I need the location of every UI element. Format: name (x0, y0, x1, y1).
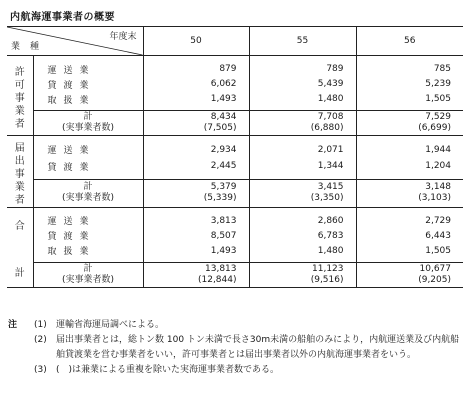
year-header: 50 (143, 27, 249, 56)
value-cell: 879 (143, 62, 249, 77)
row-label: 取扱業 (33, 243, 143, 258)
value-cell: 3,813 (143, 213, 249, 228)
footnote-number: (2) (34, 335, 47, 345)
sum-cell: 7,708 (6,880) (249, 111, 356, 136)
value-cell: 1,344 (249, 158, 356, 175)
footnote-text: 届出事業者とは，総トン数 100 トン未満で長さ30m未満の船舶のみにより，内航運送業及び内航船舶貸渡業を営む事業者をいい，許可事業者とは届出事業者以外の内航海運事業者をいう。 (56, 335, 460, 360)
footnote-text: ( )は兼業による重複を除いた実海運事業者数である。 (56, 365, 280, 375)
footnotes (8, 318, 468, 378)
value-cell: 1,505 (425, 245, 451, 256)
value-cell: 5,439 (249, 77, 356, 92)
footnote-number: (3) (34, 365, 47, 375)
value-cell: 785 (433, 64, 451, 74)
footnote (8, 333, 468, 363)
notes-heading: 注 (8, 320, 18, 330)
value-cell: 1,493 (143, 92, 249, 107)
value-cell: 1,493 (143, 243, 249, 258)
value-cell: 1,505 (425, 94, 451, 104)
value-cell: 2,071 (249, 142, 356, 159)
row-label: 運送業 (33, 62, 143, 77)
category-label: 合 計 (7, 213, 33, 287)
value-cell: 2,445 (143, 158, 249, 175)
sum-label: 計 (実事業者数) (33, 179, 143, 207)
sum-cell: 7,529 (6,699) (356, 111, 463, 136)
row-label: 運送業 (33, 142, 143, 159)
value-cell: 1,480 (249, 243, 356, 258)
value-cell: 1,204 (425, 161, 451, 172)
row-label: 貸渡業 (33, 77, 143, 92)
corner-category-label: 業種 (11, 42, 50, 52)
sum-label: 計 (実事業者数) (33, 262, 143, 287)
value-cell: 2,860 (249, 213, 356, 228)
value-cell: 6,443 (425, 230, 451, 241)
sum-cell: 13,813 (12,844) (143, 262, 249, 287)
category-label: 届 出 事 業 者 (7, 142, 33, 208)
sum-cell: 11,123 (9,516) (249, 262, 356, 287)
sum-cell: 10,677 (9,205) (356, 262, 463, 287)
value-cell: 2,934 (143, 142, 249, 159)
value-cell: 2,729 (425, 215, 451, 226)
row-label: 貸渡業 (33, 158, 143, 175)
category-label: 許 可 事 業 者 (7, 62, 33, 136)
year-header: 55 (249, 27, 356, 56)
value-cell: 789 (249, 62, 356, 77)
sum-cell: 3,415 (3,350) (249, 179, 356, 207)
sum-cell: 8,434 (7,505) (143, 111, 249, 136)
row-label: 貸渡業 (33, 228, 143, 243)
footnote-text: 運輸省海運局調べによる。 (56, 320, 165, 330)
value-cell: 6,062 (143, 77, 249, 92)
operators-table (7, 26, 463, 288)
value-cell: 1,944 (425, 144, 451, 155)
corner-header (7, 27, 143, 56)
footnote-number: (1) (34, 320, 47, 330)
sum-cell: 3,148 (3,103) (356, 179, 463, 207)
sum-label: 計 (実事業者数) (33, 111, 143, 136)
footnote (8, 363, 468, 378)
year-header: 56 (356, 27, 463, 56)
row-label: 運送業 (33, 213, 143, 228)
value-cell: 5,239 (425, 79, 451, 89)
value-cell: 8,507 (143, 228, 249, 243)
page-title: 内航海運事業者の概要 (10, 12, 115, 23)
row-label: 取扱業 (33, 92, 143, 107)
sum-cell: 5,379 (5,339) (143, 179, 249, 207)
value-cell: 1,480 (249, 92, 356, 107)
corner-year-label: 年度末 (109, 32, 137, 42)
footnote (8, 318, 468, 333)
value-cell: 6,783 (249, 228, 356, 243)
